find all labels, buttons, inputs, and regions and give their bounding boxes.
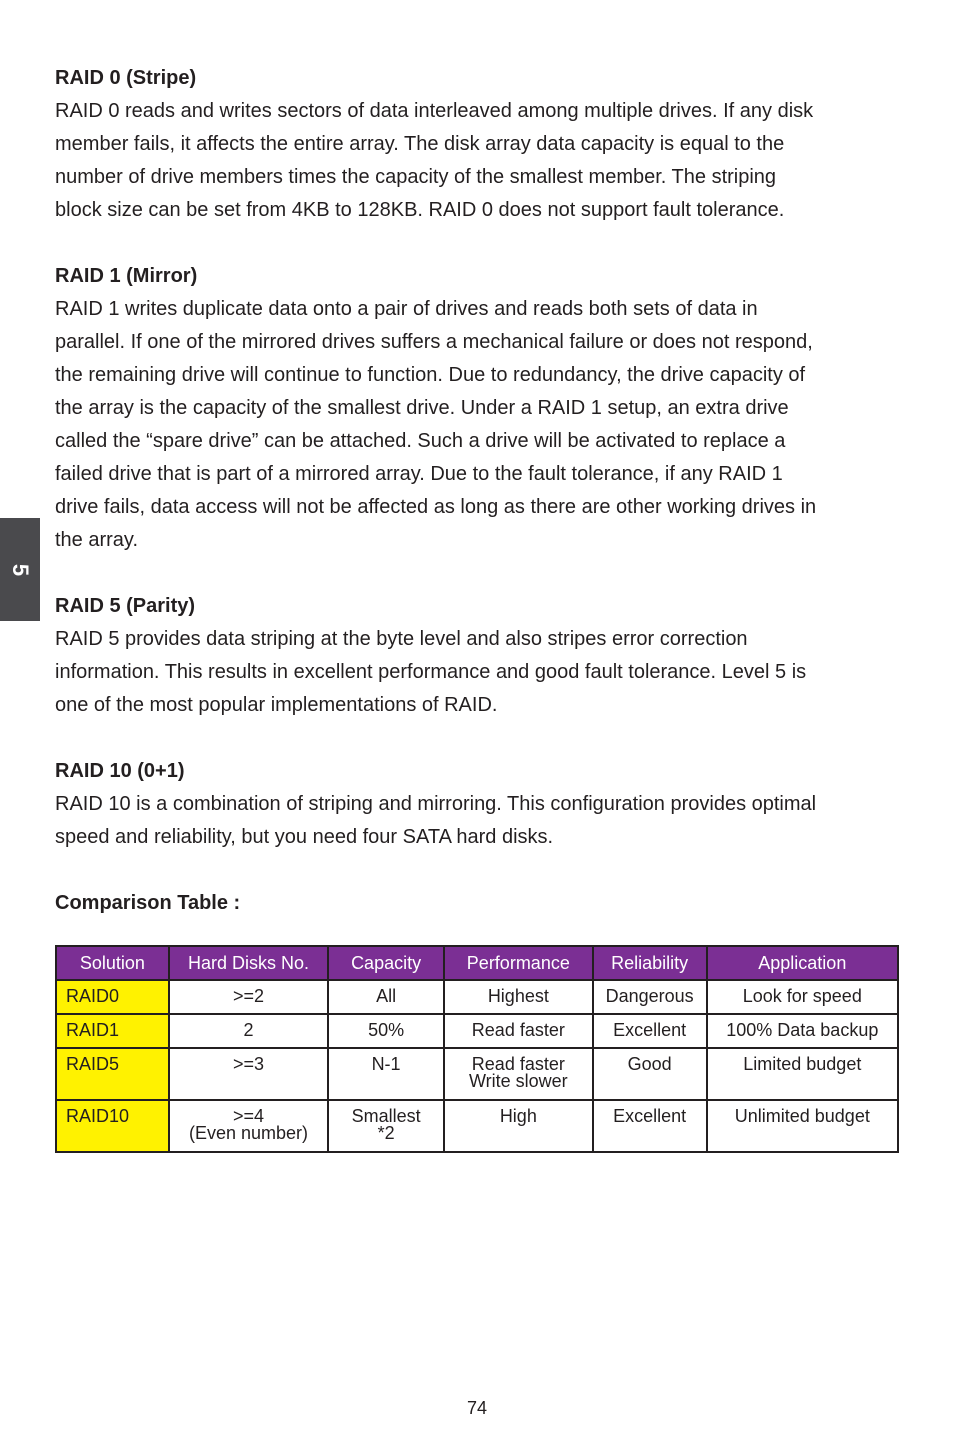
section-raid10 xyxy=(55,755,905,854)
cell-reliability xyxy=(593,1014,707,1048)
text-line: RAID 0 reads and writes sectors of data interleaved among multiple drives. If any disk xyxy=(55,100,814,122)
header-hard-disks: Hard Disks No. xyxy=(169,946,328,980)
table-row xyxy=(56,980,898,1014)
cell-text: *2 xyxy=(377,1123,395,1143)
cell-capacity xyxy=(328,1014,444,1048)
cell-text: High xyxy=(499,1106,537,1126)
text-line: number of drive members times the capacity of the smallest member. The striping xyxy=(55,166,777,188)
cell-text: Write slower xyxy=(468,1071,568,1091)
cell-text: Excellent xyxy=(613,1020,687,1040)
cell-hard-disks xyxy=(169,980,328,1014)
cell-text: RAID0 xyxy=(66,986,120,1006)
cell-text: Unlimited budget xyxy=(734,1106,870,1126)
cell-hard-disks xyxy=(169,1100,328,1152)
text-line: the remaining drive will continue to function. Due to redundancy, the drive capacity of xyxy=(55,364,806,386)
header-reliability: Reliability xyxy=(593,946,707,980)
cell-solution xyxy=(56,1100,169,1152)
text-line: member fails, it affects the entire array. The disk array data capacity is equal to the xyxy=(55,133,785,155)
cell-application xyxy=(707,1014,898,1048)
table-row xyxy=(56,1048,898,1100)
cell-text: 100% Data backup xyxy=(726,1020,879,1040)
cell-solution xyxy=(56,1014,169,1048)
cell-application xyxy=(707,980,898,1014)
cell-text: RAID5 xyxy=(66,1054,120,1074)
cell-performance xyxy=(444,1100,593,1152)
cell-text: >=4 xyxy=(232,1106,264,1126)
text-line: called the “spare drive” can be attached. Such a drive will be activated to replace a xyxy=(55,430,786,452)
cell-application xyxy=(707,1048,898,1100)
section-text xyxy=(55,788,905,854)
cell-text: 2 xyxy=(243,1020,254,1040)
text-line: parallel. If one of the mirrored drives suffers a mechanical failure or does not respond, xyxy=(55,331,813,353)
cell-text: Smallest xyxy=(351,1106,421,1126)
cell-text: N-1 xyxy=(371,1054,401,1074)
header-capacity: Capacity xyxy=(328,946,444,980)
header-solution: Solution xyxy=(56,946,169,980)
header-performance: Performance xyxy=(444,946,593,980)
text-line: RAID 1 writes duplicate data onto a pair of drives and reads both sets of data in xyxy=(55,298,758,320)
cell-application xyxy=(707,1100,898,1152)
cell-reliability xyxy=(593,980,707,1014)
cell-solution xyxy=(56,1048,169,1100)
cell-performance xyxy=(444,1014,593,1048)
document-body xyxy=(55,62,905,920)
text-line: information. This results in excellent performance and good fault tolerance. Level 5 is xyxy=(55,661,807,683)
text-line: speed and reliability, but you need four SATA hard disks. xyxy=(55,826,554,848)
cell-text: Read faster xyxy=(471,1054,565,1074)
cell-reliability xyxy=(593,1048,707,1100)
section-text xyxy=(55,623,905,722)
header-application: Application xyxy=(707,946,898,980)
cell-hard-disks xyxy=(169,1014,328,1048)
cell-text: Excellent xyxy=(613,1106,687,1126)
cell-performance xyxy=(444,1048,593,1100)
text-line: RAID 10 is a combination of striping and mirroring. This configuration provides optimal xyxy=(55,793,817,815)
text-line: one of the most popular implementations of RAID. xyxy=(55,694,498,716)
cell-text: Read faster xyxy=(471,1020,565,1040)
comparison-title: Comparison Table : xyxy=(55,892,241,914)
section-text xyxy=(55,95,905,227)
section-heading: RAID 0 (Stripe) xyxy=(55,67,197,89)
cell-text: >=2 xyxy=(232,986,264,1006)
table-row xyxy=(56,1100,898,1152)
section-heading: RAID 10 (0+1) xyxy=(55,760,185,782)
cell-text: RAID1 xyxy=(66,1020,120,1040)
cell-solution xyxy=(56,980,169,1014)
cell-reliability xyxy=(593,1100,707,1152)
text-line: RAID 5 provides data striping at the byte level and also stripes error correction xyxy=(55,628,748,650)
section-text xyxy=(55,293,905,557)
text-line: the array. xyxy=(55,529,138,551)
cell-text: Limited budget xyxy=(743,1054,862,1074)
section-raid5 xyxy=(55,590,905,722)
cell-text: Good xyxy=(627,1054,672,1074)
cell-text: Look for speed xyxy=(742,986,862,1006)
section-heading: RAID 1 (Mirror) xyxy=(55,265,198,287)
cell-text: Highest xyxy=(487,986,549,1006)
text-line: failed drive that is part of a mirrored array. Due to the fault tolerance, if any RAID 1 xyxy=(55,463,783,485)
section-raid1 xyxy=(55,260,905,557)
chapter-number: 5 xyxy=(8,563,33,576)
cell-text: All xyxy=(376,986,397,1006)
cell-text: >=3 xyxy=(232,1054,264,1074)
table-row xyxy=(56,1014,898,1048)
cell-text: Dangerous xyxy=(605,986,694,1006)
cell-hard-disks xyxy=(169,1048,328,1100)
text-line: the array is the capacity of the smallest drive. Under a RAID 1 setup, an extra drive xyxy=(55,397,789,419)
chapter-tab xyxy=(0,518,40,621)
page-number: 74 xyxy=(466,1398,488,1418)
cell-capacity xyxy=(328,980,444,1014)
cell-capacity xyxy=(328,1048,444,1100)
cell-text: RAID10 xyxy=(66,1106,130,1126)
cell-text: 50% xyxy=(368,1020,405,1040)
comparison-table xyxy=(55,945,899,1153)
cell-performance xyxy=(444,980,593,1014)
section-raid0 xyxy=(55,62,905,227)
text-line: drive fails, data access will not be affected as long as there are other working drives in xyxy=(55,496,817,518)
section-heading: RAID 5 (Parity) xyxy=(55,595,196,617)
table-header-row xyxy=(56,946,898,980)
cell-text: (Even number) xyxy=(188,1123,309,1143)
text-line: block size can be set from 4KB to 128KB. RAID 0 does not support fault tolerance. xyxy=(55,199,785,221)
cell-capacity xyxy=(328,1100,444,1152)
